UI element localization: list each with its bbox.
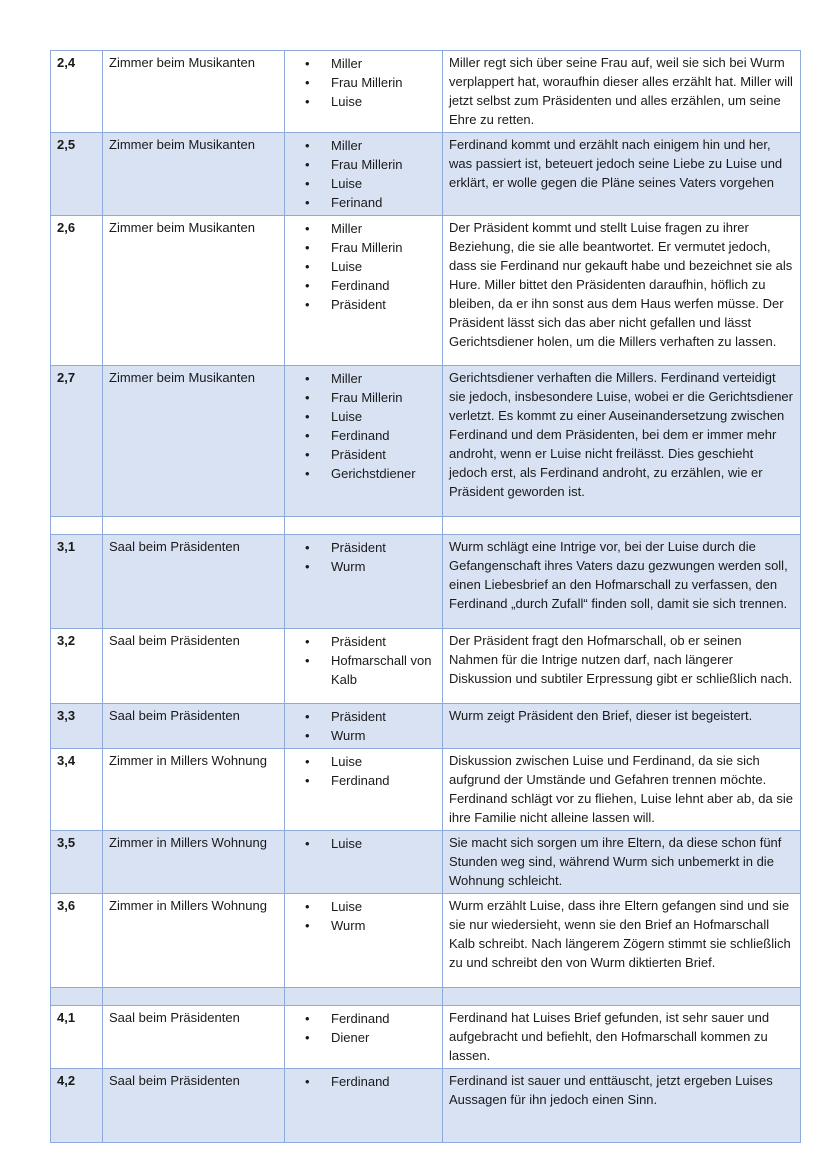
scene-location: Saal beim Präsidenten bbox=[103, 629, 285, 704]
scene-summary: Der Präsident fragt den Hofmarschall, ob er seinen Nahmen für die Intrige nutzen darf, nach längerer Diskussion und subtiler Erpressung gibt er schließlich nach. bbox=[443, 629, 801, 704]
scene-row bbox=[51, 1069, 801, 1143]
character-list bbox=[305, 219, 436, 314]
scene-location: Zimmer beim Musikanten bbox=[103, 133, 285, 216]
scene-summary: Sie macht sich sorgen um ihre Eltern, da diese schon fünf Stunden weg sind, während Wurm sich unbemerkt in die Wohnung schleicht. bbox=[443, 831, 801, 894]
character-item: • Frau Millerin bbox=[305, 73, 436, 92]
character-list bbox=[305, 538, 436, 576]
scene-location: Zimmer beim Musikanten bbox=[103, 366, 285, 517]
scene-number: 4,2 bbox=[51, 1069, 103, 1143]
scene-summary: Diskussion zwischen Luise und Ferdinand, da sie sich aufgrund der Umstände und Gefahren trennen möchte. Ferdinand schlägt vor zu fliehen, Luise lehnt aber ab, da sie ihre Familie nicht alleine lassen will. bbox=[443, 749, 801, 831]
character-list bbox=[305, 897, 436, 935]
scene-number bbox=[51, 988, 103, 1006]
character-item: • Luise bbox=[305, 257, 436, 276]
scene-location: Zimmer in Millers Wohnung bbox=[103, 749, 285, 831]
scene-characters bbox=[285, 133, 443, 216]
character-item: • Luise bbox=[305, 752, 436, 771]
scene-row bbox=[51, 749, 801, 831]
scene-number: 3,1 bbox=[51, 535, 103, 629]
scene-summary: Wurm schlägt eine Intrige vor, bei der Luise durch die Gefangenschaft ihres Vaters dazu gezwungen werden soll, einen Liebesbrief an den Hofmarschall zu verfassen, den Ferdinand „durch Zufall“ finden soll, damit sie sich trennen. bbox=[443, 535, 801, 629]
scene-number: 2,7 bbox=[51, 366, 103, 517]
character-item: • Ferdinand bbox=[305, 771, 436, 790]
scene-row bbox=[51, 535, 801, 629]
scene-characters bbox=[285, 894, 443, 988]
scene-number: 3,5 bbox=[51, 831, 103, 894]
scene-location bbox=[103, 988, 285, 1006]
character-item: • Luise bbox=[305, 834, 436, 853]
scene-row bbox=[51, 894, 801, 988]
character-item: • Präsident bbox=[305, 445, 436, 464]
scene-row bbox=[51, 1006, 801, 1069]
character-item: • Luise bbox=[305, 897, 436, 916]
character-item: • Luise bbox=[305, 407, 436, 426]
character-item: • Miller bbox=[305, 136, 436, 155]
scene-characters bbox=[285, 1006, 443, 1069]
character-item: • Wurm bbox=[305, 557, 436, 576]
scene-row bbox=[51, 831, 801, 894]
character-item: • Miller bbox=[305, 219, 436, 238]
scene-location: Saal beim Präsidenten bbox=[103, 535, 285, 629]
character-item: • Luise bbox=[305, 174, 436, 193]
character-item: • Ferinand bbox=[305, 193, 436, 212]
scene-location: Zimmer beim Musikanten bbox=[103, 51, 285, 133]
scene-summary bbox=[443, 517, 801, 535]
character-list bbox=[305, 632, 436, 689]
character-item: • Miller bbox=[305, 369, 436, 388]
character-item: • Ferdinand bbox=[305, 426, 436, 445]
scene-location: Zimmer beim Musikanten bbox=[103, 216, 285, 366]
scene-characters bbox=[285, 749, 443, 831]
scene-summary: Der Präsident kommt und stellt Luise fragen zu ihrer Beziehung, die sie alle beantwortet. Er vermutet jedoch, dass sie Ferdinand nur gekauft habe und bezeichnet sie als Hure. Miller bittet den Präsidenten daraufhin, höflich zu bleiben, da er ihn sonst aus dem Haus werfen müsse. Der Präsident lässt sich das aber nicht gefallen und lässt Gerichtsdiener holen, um die Millers verhaften zu lassen. bbox=[443, 216, 801, 366]
scene-location: Saal beim Präsidenten bbox=[103, 1069, 285, 1143]
character-item: • Ferdinand bbox=[305, 1072, 436, 1091]
scene-number: 3,3 bbox=[51, 704, 103, 749]
scene-summary: Ferdinand hat Luises Brief gefunden, ist sehr sauer und aufgebracht und befiehlt, den Hofmarschall kommen zu lassen. bbox=[443, 1006, 801, 1069]
character-item: • Präsident bbox=[305, 295, 436, 314]
scene-characters bbox=[285, 535, 443, 629]
scene-characters bbox=[285, 831, 443, 894]
scene-characters bbox=[285, 51, 443, 133]
character-list bbox=[305, 136, 436, 212]
character-list bbox=[305, 707, 436, 745]
scene-number: 2,5 bbox=[51, 133, 103, 216]
scene-row bbox=[51, 133, 801, 216]
scene-summary bbox=[443, 988, 801, 1006]
character-item: • Hofmarschall von Kalb bbox=[305, 651, 436, 689]
scene-summary: Miller regt sich über seine Frau auf, weil sie sich bei Wurm verplappert hat, woraufhin dieser alles erzählt hat. Miller will jetzt selbst zum Präsidenten und alles erzählen, um seine Ehre zu retten. bbox=[443, 51, 801, 133]
scene-characters bbox=[285, 988, 443, 1006]
spacer-row bbox=[51, 517, 801, 535]
character-item: • Diener bbox=[305, 1028, 436, 1047]
scene-summary: Wurm erzählt Luise, dass ihre Eltern gefangen sind und sie sie nur wiedersieht, wenn sie den Brief an Hofmarschall Kalb schreibt. Nach längerem Zögern stimmt sie schließlich zu und schreibt den von Wurm diktierten Brief. bbox=[443, 894, 801, 988]
scene-characters bbox=[285, 1069, 443, 1143]
character-item: • Präsident bbox=[305, 538, 436, 557]
scene-location: Zimmer in Millers Wohnung bbox=[103, 894, 285, 988]
scene-number: 2,4 bbox=[51, 51, 103, 133]
character-item: • Gerichstdiener bbox=[305, 464, 436, 483]
scene-characters bbox=[285, 366, 443, 517]
character-list bbox=[305, 1072, 436, 1091]
scene-characters bbox=[285, 216, 443, 366]
spacer-row bbox=[51, 988, 801, 1006]
scene-location: Saal beim Präsidenten bbox=[103, 704, 285, 749]
scene-location bbox=[103, 517, 285, 535]
character-item: • Präsident bbox=[305, 632, 436, 651]
character-item: • Frau Millerin bbox=[305, 155, 436, 174]
scene-number: 4,1 bbox=[51, 1006, 103, 1069]
scene-number: 2,6 bbox=[51, 216, 103, 366]
scene-row bbox=[51, 629, 801, 704]
scene-number: 3,6 bbox=[51, 894, 103, 988]
character-item: • Wurm bbox=[305, 726, 436, 745]
character-list bbox=[305, 369, 436, 483]
character-item: • Ferdinand bbox=[305, 276, 436, 295]
character-list bbox=[305, 834, 436, 853]
scene-summary: Wurm zeigt Präsident den Brief, dieser ist begeistert. bbox=[443, 704, 801, 749]
character-list bbox=[305, 752, 436, 790]
scene-table bbox=[50, 50, 801, 1143]
character-item: • Ferdinand bbox=[305, 1009, 436, 1028]
scene-location: Saal beim Präsidenten bbox=[103, 1006, 285, 1069]
scene-summary: Ferdinand kommt und erzählt nach einigem hin und her, was passiert ist, beteuert jedoch seine Liebe zu Luise und erklärt, er wolle gegen die Pläne seines Vaters vorgehen bbox=[443, 133, 801, 216]
character-list bbox=[305, 1009, 436, 1047]
scene-characters bbox=[285, 704, 443, 749]
character-item: • Frau Millerin bbox=[305, 388, 436, 407]
scene-row bbox=[51, 216, 801, 366]
scene-characters bbox=[285, 629, 443, 704]
character-item: • Miller bbox=[305, 54, 436, 73]
scene-row bbox=[51, 366, 801, 517]
character-item: • Luise bbox=[305, 92, 436, 111]
scene-table-body bbox=[51, 51, 801, 1143]
scene-characters bbox=[285, 517, 443, 535]
scene-number: 3,2 bbox=[51, 629, 103, 704]
scene-row bbox=[51, 704, 801, 749]
scene-summary: Gerichtsdiener verhaften die Millers. Ferdinand verteidigt sie jedoch, insbesondere Luise, wobei er die Gerichtsdiener verletzt. Es kommt zu einer Auseinandersetzung zwischen Ferdinand und dem Präsidenten, bei dem er immer mehr androht, wenn er Luise nicht freilässt. Dies geschieht jedoch erst, als Ferdinand androht, zu erzählen, wie er Präsident geworden ist. bbox=[443, 366, 801, 517]
scene-number: 3,4 bbox=[51, 749, 103, 831]
character-item: • Frau Millerin bbox=[305, 238, 436, 257]
character-item: • Präsident bbox=[305, 707, 436, 726]
scene-location: Zimmer in Millers Wohnung bbox=[103, 831, 285, 894]
scene-number bbox=[51, 517, 103, 535]
character-item: • Wurm bbox=[305, 916, 436, 935]
scene-row bbox=[51, 51, 801, 133]
character-list bbox=[305, 54, 436, 111]
scene-summary: Ferdinand ist sauer und enttäuscht, jetzt ergeben Luises Aussagen für ihn jedoch einen Sinn. bbox=[443, 1069, 801, 1143]
